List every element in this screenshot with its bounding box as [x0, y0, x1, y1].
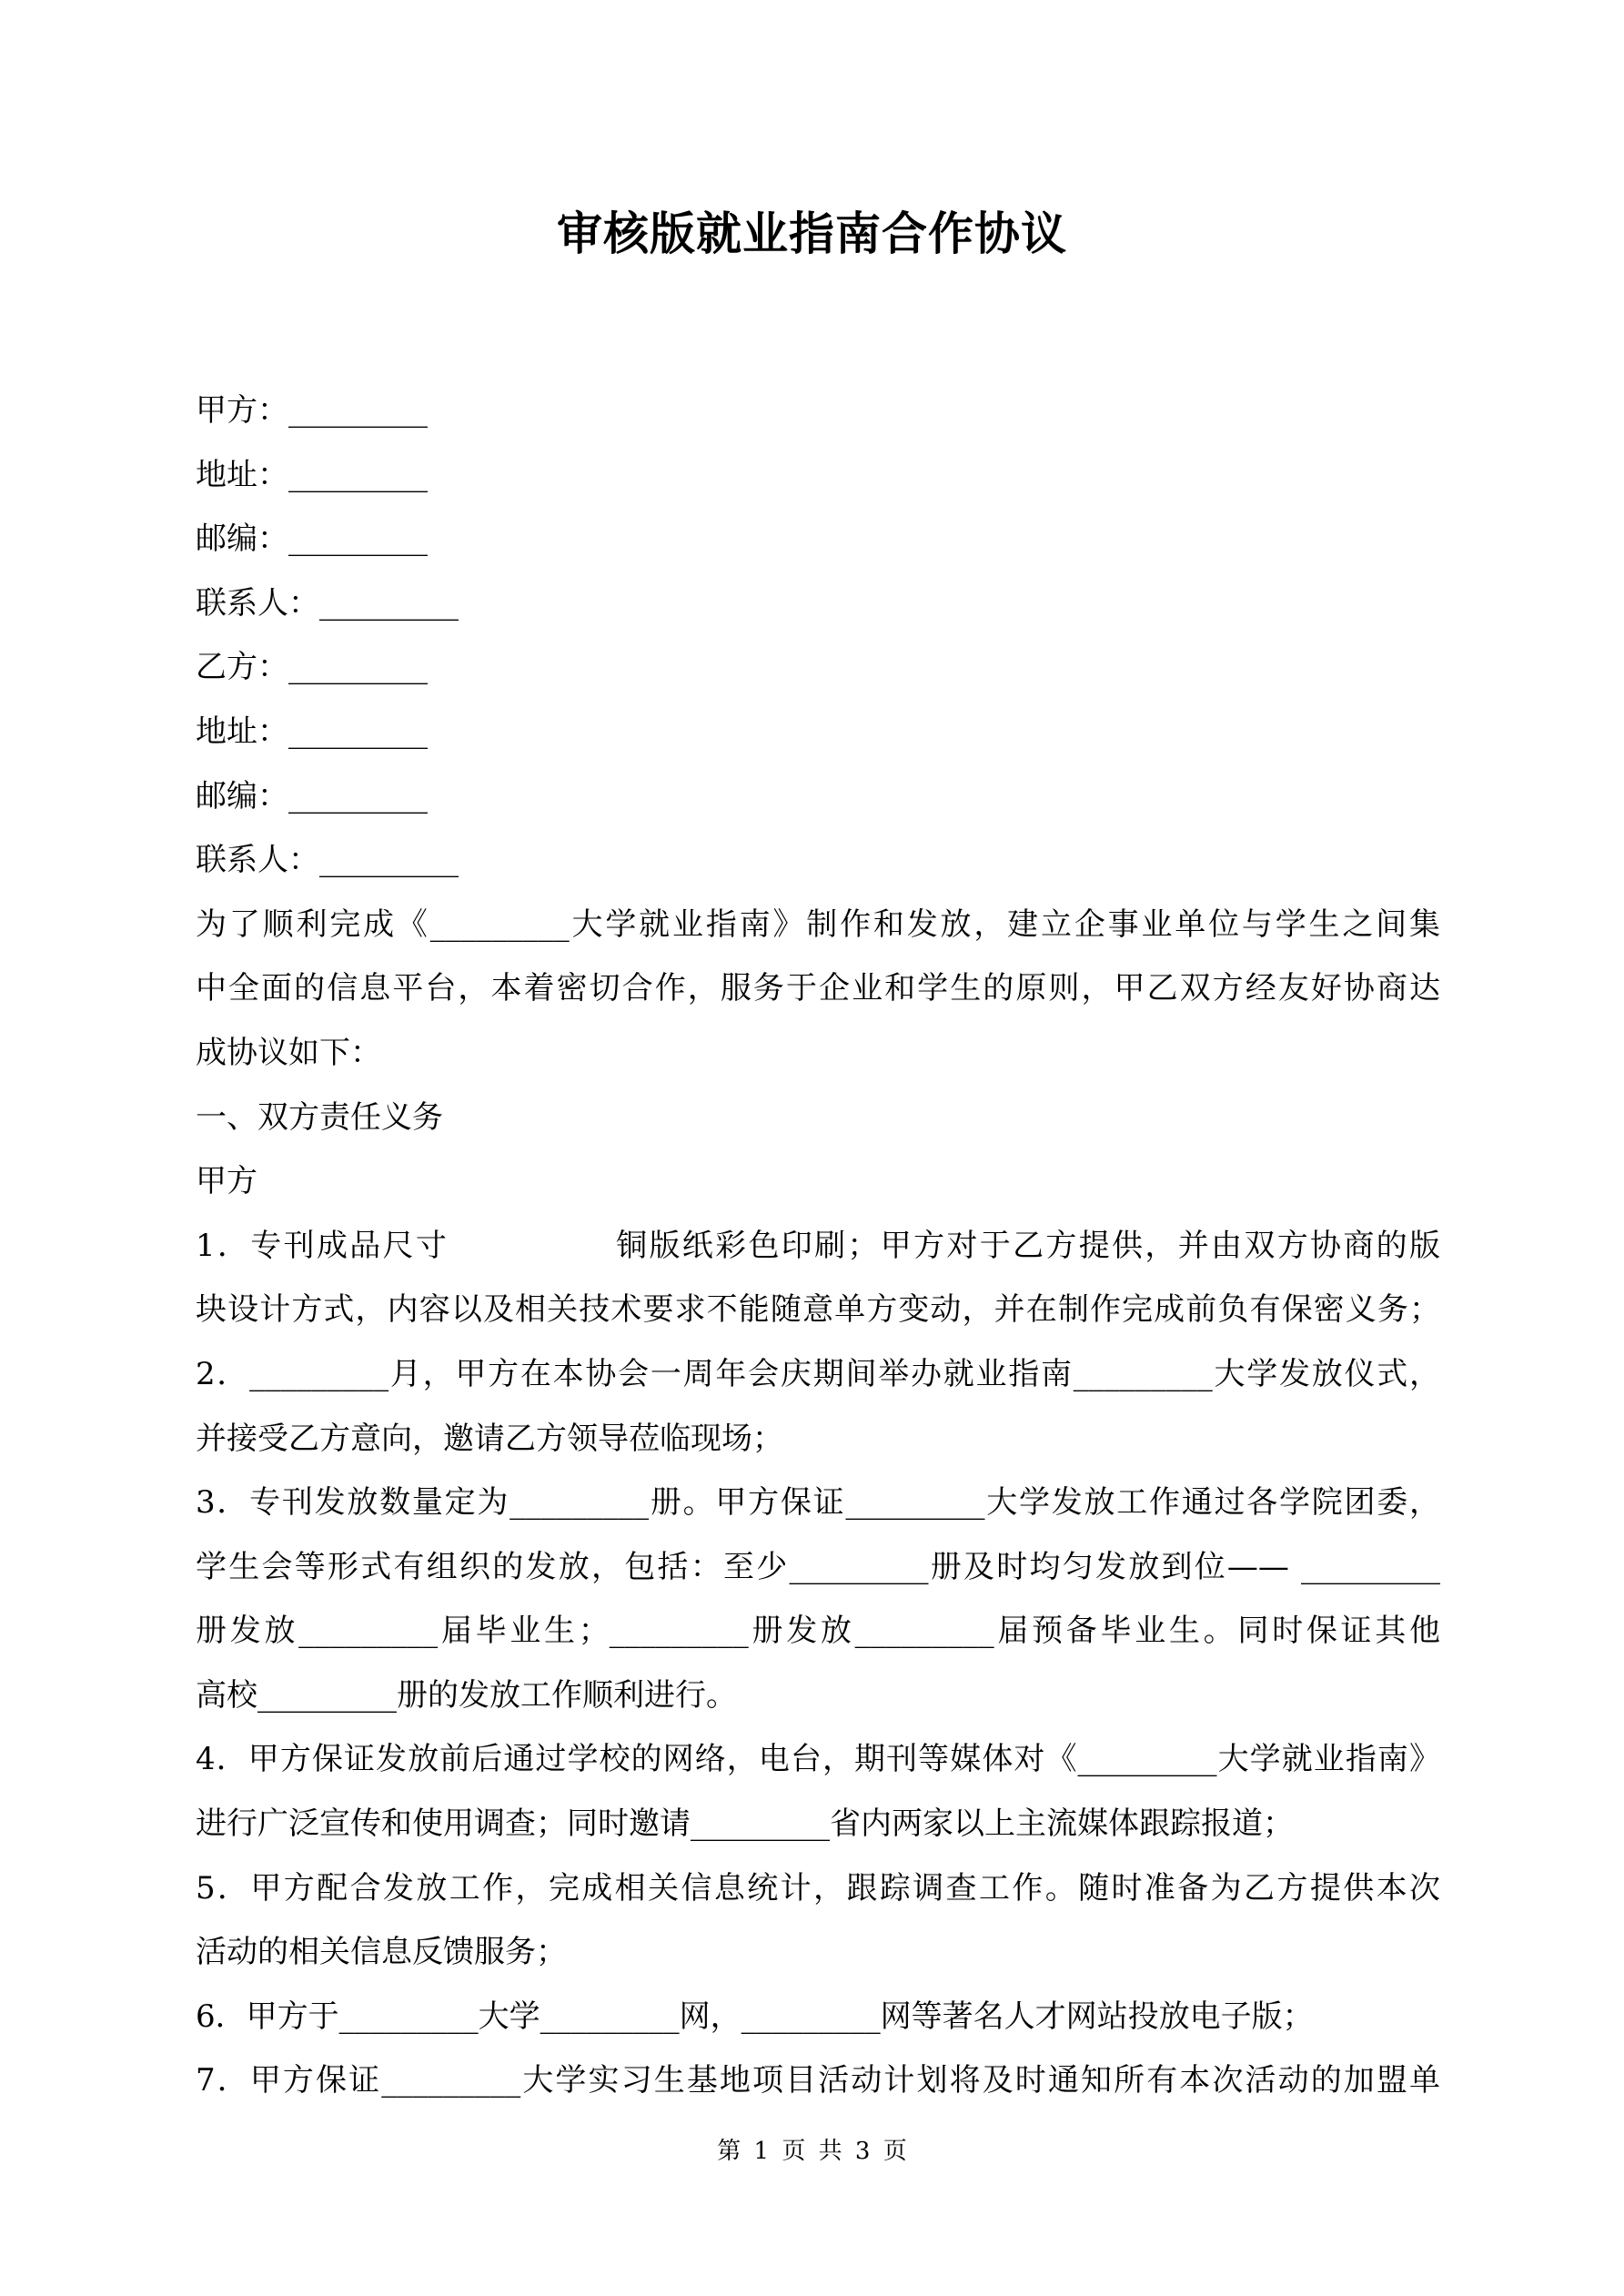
- party-b-postcode-line: 邮编：_________: [196, 777, 428, 814]
- preamble-line: 为了顺利完成《_________大学就业指南》制作和发放，建立企事业单位与学生之间集: [196, 905, 1440, 943]
- page-number-footer: 第 1 页 共 3 页: [717, 2138, 907, 2165]
- clause-line: 学生会等形式有组织的发放，包括：至少_________册及时均匀发放到位—— _________: [196, 1548, 1440, 1585]
- clause-line: 3．专刊发放数量定为_________册。甲方保证_________大学发放工作通过各学院团委，: [196, 1484, 1440, 1522]
- clause-line: 活动的相关信息反馈服务；: [196, 1934, 567, 1971]
- page-title: 审核版就业指南合作协议: [557, 207, 1067, 260]
- clause-line: 块设计方式，内容以及相关技术要求不能随意单方变动，并在制作完成前负有保密义务；: [196, 1291, 1440, 1329]
- party-b-address-line: 地址：_________: [196, 713, 428, 750]
- clause-line: 6．甲方于_________大学_________网，_________网等著名人才网站投放电子版；: [196, 1998, 1314, 2035]
- clause-line: 高校_________册的发放工作顺利进行。: [196, 1676, 737, 1714]
- clause-line: 5．甲方配合发放工作，完成相关信息统计，跟踪调查工作。随时准备为乙方提供本次: [196, 1869, 1440, 1907]
- clause-line: 册发放_________届毕业生；_________册发放_________届预备毕业生。同时保证其他: [196, 1613, 1440, 1650]
- party-b-name-line: 乙方：_________: [196, 649, 428, 686]
- preamble-line: 成协议如下：: [196, 1034, 381, 1071]
- section-heading: 一、双方责任义务: [196, 1098, 443, 1136]
- clause-line: 4．甲方保证发放前后通过学校的网络，电台，期刊等媒体对《_________大学就业指南》: [196, 1741, 1440, 1778]
- party-heading: 甲方: [196, 1163, 257, 1200]
- clause-line: 1．专刊成品尺寸 铜版纸彩色印刷；甲方对于乙方提供，并由双方协商的版: [196, 1227, 1440, 1264]
- clause-line: 2．_________月，甲方在本协会一周年会庆期间举办就业指南_________大学发放仪式，: [196, 1355, 1440, 1392]
- clause-line: 进行广泛宣传和使用调查；同时邀请_________省内两家以上主流媒体跟踪报道；: [196, 1805, 1294, 1843]
- party-a-contact-line: 联系人：_________: [196, 584, 459, 622]
- document-body: [196, 379, 1440, 2113]
- clause-line: 7．甲方保证_________大学实习生基地项目活动计划将及时通知所有本次活动的加盟单: [196, 2062, 1440, 2099]
- party-a-postcode-line: 邮编：_________: [196, 521, 428, 558]
- clause-line: 并接受乙方意向，邀请乙方领导莅临现场；: [196, 1420, 783, 1457]
- party-b-contact-line: 联系人：_________: [196, 842, 459, 879]
- party-a-address-line: 地址：_________: [196, 456, 428, 493]
- preamble-line: 中全面的信息平台，本着密切合作，服务于企业和学生的原则，甲乙双方经友好协商达: [196, 970, 1440, 1007]
- party-a-name-line: 甲方：_________: [196, 392, 428, 429]
